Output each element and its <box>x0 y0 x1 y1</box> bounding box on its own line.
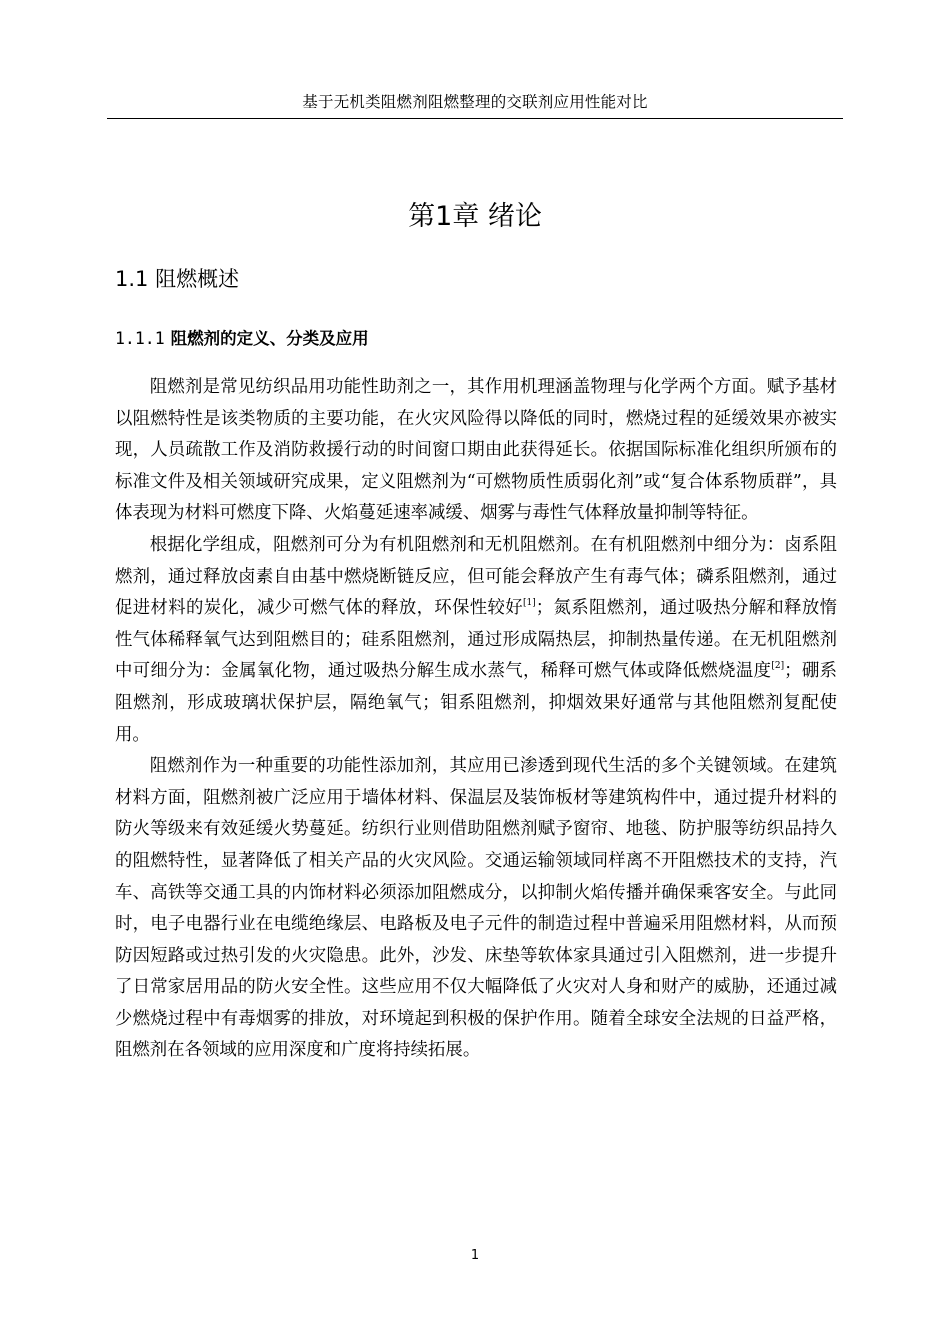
citation-ref[interactable]: [1] <box>523 598 536 609</box>
paragraph-applications: 阻燃剂作为一种重要的功能性添加剂，其应用已渗透到现代生活的多个关键领域。在建筑材料方面，阻燃剂被广泛应用于墙体材料、保温层及装饰板材等建筑构件中，通过提升材料的防火等级来有效延缓火势蔓延。纺织行业则借助阻燃剂赋予窗帘、地毯、防护服等纺织品持久的阻燃特性，显著降低了相关产品的火灾风险。交通运输领域同样离不开阻燃技术的支持，汽车、高铁等交通工具的内饰材料必须添加阻燃成分，以抑制火焰传播并确保乘客安全。与此同时，电子电器行业在电缆绝缘层、电路板及电子元件的制造过程中普遍采用阻燃材料，从而预防因短路或过热引发的火灾隐患。此外，沙发、床垫等软体家具通过引入阻燃剂，进一步提升了日常家居用品的防火安全性。这些应用不仅大幅降低了火灾对人身和财产的威胁，还通过减少燃烧过程中有毒烟雾的排放，对环境起到积极的保护作用。随着全球安全法规的日益严格，阻燃剂在各领域的应用深度和广度将持续拓展。 <box>115 756 837 1061</box>
paragraph-classification <box>115 530 837 751</box>
paragraph-text: ；氮系阻燃剂，通过吸热分解和释放惰性气体稀释氧气达到阻燃目的；硅系阻燃剂，通过形成隔热层，抑制热量传递。在无机阻燃剂中可细分为：金属氧化物，通过吸热分解生成水蒸气，稀释可燃气体或降低燃烧温度 <box>115 598 837 682</box>
header-divider <box>107 118 843 119</box>
citation-ref[interactable]: [2] <box>771 661 785 672</box>
section-title: 1.1 阻燃概述 <box>115 267 240 291</box>
paragraph-text: 根据化学组成，阻燃剂可分为有机阻燃剂和无机阻燃剂。在有机阻燃剂中细分为：卤系阻燃剂，通过释放卤素自由基中燃烧断链反应，但可能会释放产生有毒气体；磷系阻燃剂，通过促进材料的炭化，减少可燃气体的释放，环保性较好 <box>115 534 837 619</box>
subsection-heading <box>115 326 369 352</box>
subsection-title: 阻燃剂的定义、分类及应用 <box>170 329 369 348</box>
body-text <box>115 372 837 1067</box>
page-number: 1 <box>470 1248 480 1263</box>
subsection-number: 1.1.1 <box>115 329 165 348</box>
running-header: 基于无机类阻燃剂阻燃整理的交联剂应用性能对比 <box>302 93 648 111</box>
paragraph-definition: 阻燃剂是常见纺织品用功能性助剂之一，其作用机理涵盖物理与化学两个方面。赋予基材以阻燃特性是该类物质的主要功能，在火灾风险得以降低的同时，燃烧过程的延缓效果亦被实现，人员疏散工作及消防救援行动的时间窗口期由此获得延长。依据国际标准化组织所颁布的标准文件及相关领域研究成果，定义阻燃剂为“可燃物质性质弱化剂”或“复合体系物质群”，具体表现为材料可燃度下降、火焰蔓延速率减缓、烟雾与毒性气体释放量抑制等特征。 <box>115 377 837 524</box>
paragraph-text: ；硼系阻燃剂，形成玻璃状保护层，隔绝氧气；钼系阻燃剂，抑烟效果好通常与其他阻燃剂复配使用。 <box>115 661 837 745</box>
chapter-title: 第1章 绪论 <box>408 201 542 232</box>
